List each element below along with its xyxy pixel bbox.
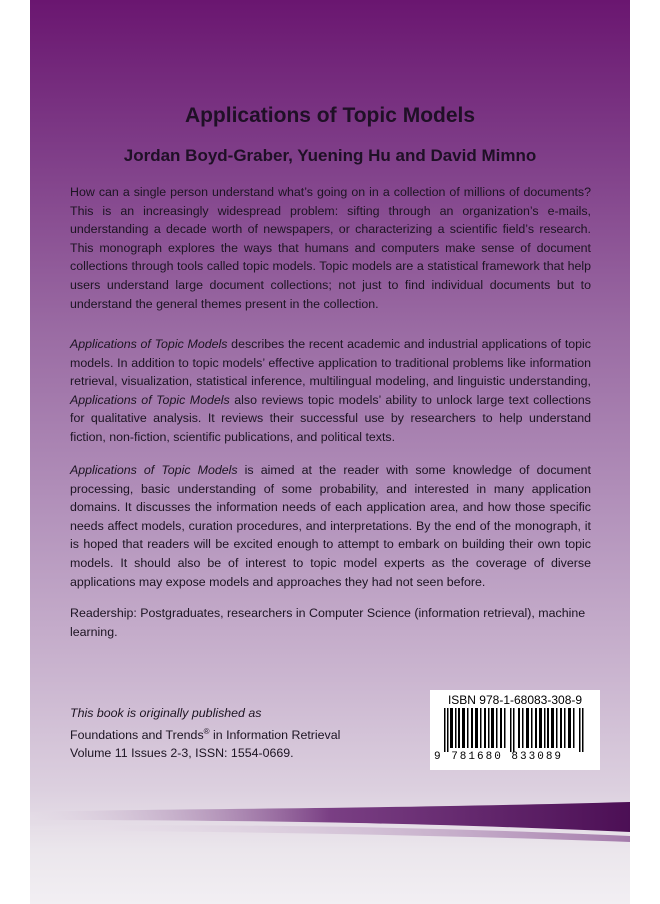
back-cover [30, 0, 630, 904]
book-authors: Jordan Boyd-Graber, Yuening Hu and David Mimno [123, 146, 537, 165]
book-title-italic: Applications of Topic Models [70, 337, 228, 351]
readership-text: Readership: Postgraduates, researchers in Computer Science (information retrieval), machine learning. [70, 606, 586, 639]
book-title: Applications of Topic Models [184, 104, 476, 127]
readership [70, 604, 591, 641]
isbn-label: ISBN 978-1-68083-308-9 [447, 693, 583, 707]
journal-name: Foundations and Trends [70, 727, 204, 742]
book-title-italic: Applications of Topic Models [70, 463, 238, 477]
blurb-paragraph-1 [70, 183, 591, 313]
blurb-paragraph-3 [70, 461, 591, 591]
barcode-bars [444, 708, 586, 752]
barcode-digits: 9 781680 833089 [434, 751, 564, 763]
blurb-text: is aimed at the reader with some knowledge of document processing, basic understanding of some probability, and interested in many application domains. It discusses the information needs of each application area, and how those specific needs affect models, curation procedures, and interpretations. By the end of the monograph, it is hoped that readers will be excited enough to attempt to embark on building their own topic models. It should also be of interest to topic model experts as the coverage of diverse applications may expose models and approaches they had not seen before. [70, 463, 591, 589]
publication-intro: This book is originally published as [70, 706, 262, 720]
barcode [430, 690, 600, 770]
blurb-text: also reviews topic models’ ability to unlock large text collections for qualitative analysis. It reviews their successful use by researchers to help understand fiction, non-fiction, scientific publications, and political texts. [70, 392, 591, 444]
registered-mark: ® [203, 726, 210, 736]
publication-note [70, 704, 400, 763]
blurb-text: How can a single person understand what’s going on in a collection of millions of documents? This is an increasingly widespread problem: sifting through an organization’s e-mails, understanding a decade worth of newspapers, or characterizing a scientific field’s research. This monograph explores the ways that humans and computers make sense of document collections through tools called topic models. Topic models are a statistical framework that help users understand large document collections; not just to find individual documents but to understand the general themes present in the collection. [70, 185, 591, 311]
journal-name-rest: in Information Retrieval [209, 727, 341, 742]
blurb-paragraph-2 [70, 335, 591, 447]
volume-issn: Volume 11 Issues 2-3, ISSN: 1554-0669. [70, 746, 294, 761]
book-title-italic: Applications of Topic Models [70, 392, 230, 407]
decorative-swoosh [30, 790, 630, 860]
blurb-text: describes the recent academic and industrial applications of topic models. In addition to topic models’ effective application to traditional problems like information retrieval, visualization, statistical inference, multilingual modeling, and linguistic understanding, [70, 337, 591, 389]
